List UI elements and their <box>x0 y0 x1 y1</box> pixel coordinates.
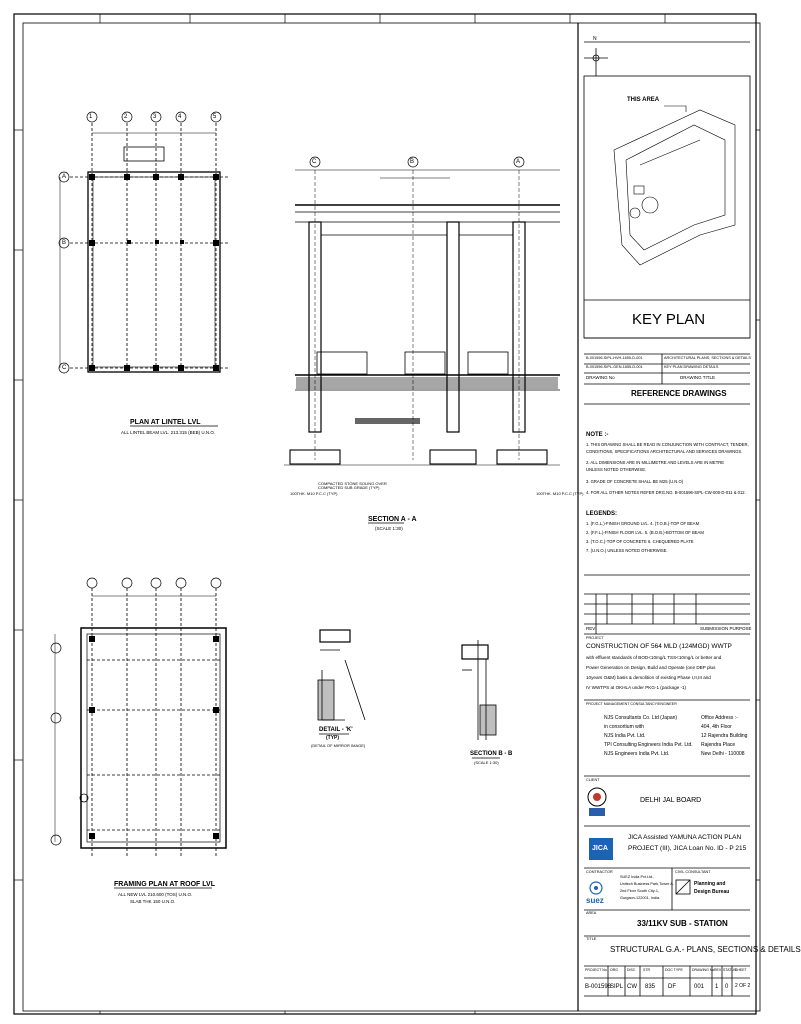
section-grid-label: A <box>516 159 521 165</box>
reference-drawings-heading: REFERENCE DRAWINGS <box>631 389 727 398</box>
area-label: AREA <box>586 911 597 915</box>
ref-col-title: DRAWING TITLE <box>680 375 716 380</box>
note-line: UNLESS NOTED OTHERWISE. <box>586 467 647 472</box>
civil-consultant-name: Design Bureau <box>694 889 730 895</box>
plan-lintel-title: PLAN AT LINTEL LVL <box>130 419 201 426</box>
grid-label: 5 <box>213 114 217 120</box>
project-desc: 10years O&M) basis & demolition of existing Phase I,II,III and <box>586 675 711 680</box>
note-pcc-right: 100THK. M10 P.C.C (TYP) <box>536 491 584 496</box>
office-address: Office Address :- <box>701 715 738 721</box>
legend-line: 3. (T.O.C.)-TOP OF CONCRETE 6. CHEQUERED PLATE <box>586 539 694 544</box>
contractor-line: SUEZ India Pvt.Ltd., <box>620 875 655 879</box>
row-label: C <box>62 365 67 371</box>
delhi-jal-board-logo <box>588 788 606 816</box>
consultant-line: NJS Consultants Co. Ltd (Japan) <box>604 715 678 721</box>
tb-header: DRAWING No <box>692 968 715 972</box>
section-grid-label: C <box>312 159 317 165</box>
grid-label: 1 <box>89 114 93 120</box>
ref-no: B-001596-SIPL-HVH-1655-D-001 <box>586 356 643 360</box>
tb-header: REV <box>714 968 722 972</box>
civil-consultant-name: Planning and <box>694 881 726 887</box>
tb-header: DISC <box>627 968 636 972</box>
detail-k-typ: (TYP) <box>326 735 340 741</box>
area-value: 33/11KV SUB - STATION <box>637 919 728 928</box>
consultant-line: NJS India Pvt. Ltd. <box>604 733 646 739</box>
notes-heading: NOTE :- <box>586 432 609 438</box>
note-line: 1. THIS DRAWING SHALL BE READ IN CONJUNCTION WITH CONTRACT, TENDER, <box>586 442 749 447</box>
legend-line: 7. (U.N.O.) UNLESS NOTED OTHERWISE. <box>586 548 668 553</box>
section-grid-label: B <box>410 159 415 165</box>
key-plan-title: KEY PLAN <box>632 311 706 328</box>
office-address: 12 Rajendra Building <box>701 733 748 739</box>
legend-line: 1. (F.G.L.)-FINISH GROUND LVL. 4. (T.O.B.)-TOP OF BEAM <box>586 521 700 526</box>
section-aa-drawing <box>284 170 560 465</box>
note-line: CONDITIONS, SPECIFICATIONS ARCHITECTURAL AND SERVICES DRAWINGS. <box>586 449 743 454</box>
tb-header: DOC TYPE <box>665 968 683 972</box>
consultant-line: in consortium with <box>604 724 645 730</box>
tb-value: 1 <box>715 984 719 990</box>
grid-label: 4 <box>178 114 182 120</box>
framing-roof-sub2: SLAB THK 150 U.N.O. <box>130 899 176 904</box>
tb-value: 0 <box>725 984 729 990</box>
project-desc: Power Generation on Design, Build and Operate (one DBP plus <box>586 665 716 670</box>
north-arrow-icon <box>584 48 608 76</box>
note-line: 2. ALL DIMENSIONS ARE IN MILLIMETRE AND LEVELS ARE IN METRE <box>586 460 725 465</box>
section-bb-title: SECTION B - B <box>470 751 513 757</box>
ref-title: KEY PLAN DRAWING DETAILS <box>664 365 719 369</box>
title-value: STRUCTURAL G.A.- PLANS, SECTIONS & DETAILS <box>610 945 801 954</box>
tb-header: STATUS <box>723 968 737 972</box>
plan-lintel-drawing <box>60 123 230 372</box>
project-label: PROJECT <box>586 636 604 640</box>
project-title: CONSTRUCTION OF 564 MLD (124MGD) WWTP <box>586 643 732 650</box>
tb-value: B-001596 <box>585 984 612 990</box>
client-label: CLIENT <box>586 778 600 782</box>
tb-value: 2 OF 2 <box>735 983 751 989</box>
row-label: A <box>62 174 67 180</box>
legends-heading: LEGENDS: <box>586 511 618 517</box>
office-address: Rajendra Place <box>701 742 736 748</box>
jica-line1: JICA Assisted YAMUNA ACTION PLAN <box>628 834 742 841</box>
title-label: TITLE <box>586 937 597 941</box>
tb-header: ORG <box>610 968 618 972</box>
ref-no: B-001596-SIPL-GEN-1655-D-001 <box>586 365 643 369</box>
grid-label: 2 <box>124 114 128 120</box>
detail-k-title: DETAIL - 'K' <box>319 727 353 733</box>
tb-header: STR <box>643 968 650 972</box>
note-line: 4. FOR ALL OTHER NOTES REFER DRG.NO. B-001596-SIPL-CW-000-D-011 & 012. <box>586 490 746 495</box>
consultant-line: TPI Consulting Engineers India Pvt. Ltd. <box>604 742 693 748</box>
civil-consultant-label: CIVIL CONSULTANT <box>675 870 711 874</box>
contractor-label: CONTRACTOR <box>586 870 613 874</box>
section-aa-scale: (SCALE 1:30) <box>375 526 403 531</box>
tb-value: 001 <box>694 984 705 990</box>
pdb-logo <box>676 880 690 894</box>
note-line: 3. GRADE OF CONCRETE SHALL BE M25 (U.N.O) <box>586 479 684 484</box>
rev-label: REV <box>586 626 596 631</box>
submission-purpose: SUBMISSION PURPOSE <box>700 626 752 631</box>
note-compacted: COMPACTED STONE SOLING OVER COMPACTED SUB GRADE (TYP) <box>318 481 387 490</box>
jica-logo-text: JICA <box>592 845 608 852</box>
framing-roof-drawing <box>55 588 226 856</box>
grid-label: 3 <box>153 114 157 120</box>
project-desc: with effluent standards of BOD<10mg/L TSS<10mg/L or better and <box>586 655 722 660</box>
tb-value: 835 <box>645 984 656 990</box>
plan-lintel-subtitle: ALL LINTEL BEAM LVL. 213.315 (BEB) U.N.O. <box>121 430 216 435</box>
office-address: 404, 4th Floor <box>701 724 732 730</box>
consultant-line: NJS Engineers India Pvt. Ltd. <box>604 751 670 757</box>
jica-line2: PROJECT (III), JICA Loan No. ID - P 215 <box>628 845 747 852</box>
ref-col-no: DRAWING No <box>586 375 615 380</box>
contractor-line: Gurgaon-122001, India. <box>620 896 661 900</box>
office-address: New Delhi - 110008 <box>701 751 745 757</box>
detail-k-subtitle: (DETAIL OF MIRROR IMAGE) <box>311 743 366 748</box>
key-plan-map <box>614 106 735 265</box>
contractor-line: Unitech Business Park,Tower A, <box>620 882 674 886</box>
legend-line: 2. (F.F.L.)-FINISH FLOOR LVL. 5. (B.O.B.)-BOTTOM OF BEAM <box>586 530 704 535</box>
project-desc: IV WWTPS at OKHLA under PKG-1 (package -1) <box>586 685 687 690</box>
note-pcc: 100THK. M10 P.C.C (TYP) <box>290 491 338 496</box>
consultant-label: PROJECT MANAGEMENT CONSULTANCY/ENGINEER <box>586 702 677 706</box>
suez-logo <box>590 882 602 894</box>
ref-title: ARCHITECTURAL PLANS, SECTIONS & DETAILS <box>664 356 751 360</box>
section-bb-scale: (SCALE 1:30) <box>474 760 499 765</box>
client-name: DELHI JAL BOARD <box>640 797 702 804</box>
row-label: B <box>62 240 67 246</box>
tb-value: SIPL <box>610 984 624 990</box>
framing-roof-sub1: ALL NEW LVL 210.600 (TOS) U.N.O. <box>118 892 193 897</box>
section-aa-title: SECTION A - A <box>368 516 417 523</box>
suez-logo-text: suez <box>586 896 604 905</box>
tb-header: PROJECT No <box>585 968 607 972</box>
framing-roof-title: FRAMING PLAN AT ROOF LVL <box>114 881 215 888</box>
tb-value: DF <box>668 984 676 990</box>
contractor-line: 2nd Floor South City-1, <box>620 889 660 893</box>
north-label: N <box>593 36 597 42</box>
tb-header: SHEET <box>735 968 747 972</box>
this-area-label: THIS AREA <box>627 97 660 103</box>
tb-value: CW <box>627 984 637 990</box>
